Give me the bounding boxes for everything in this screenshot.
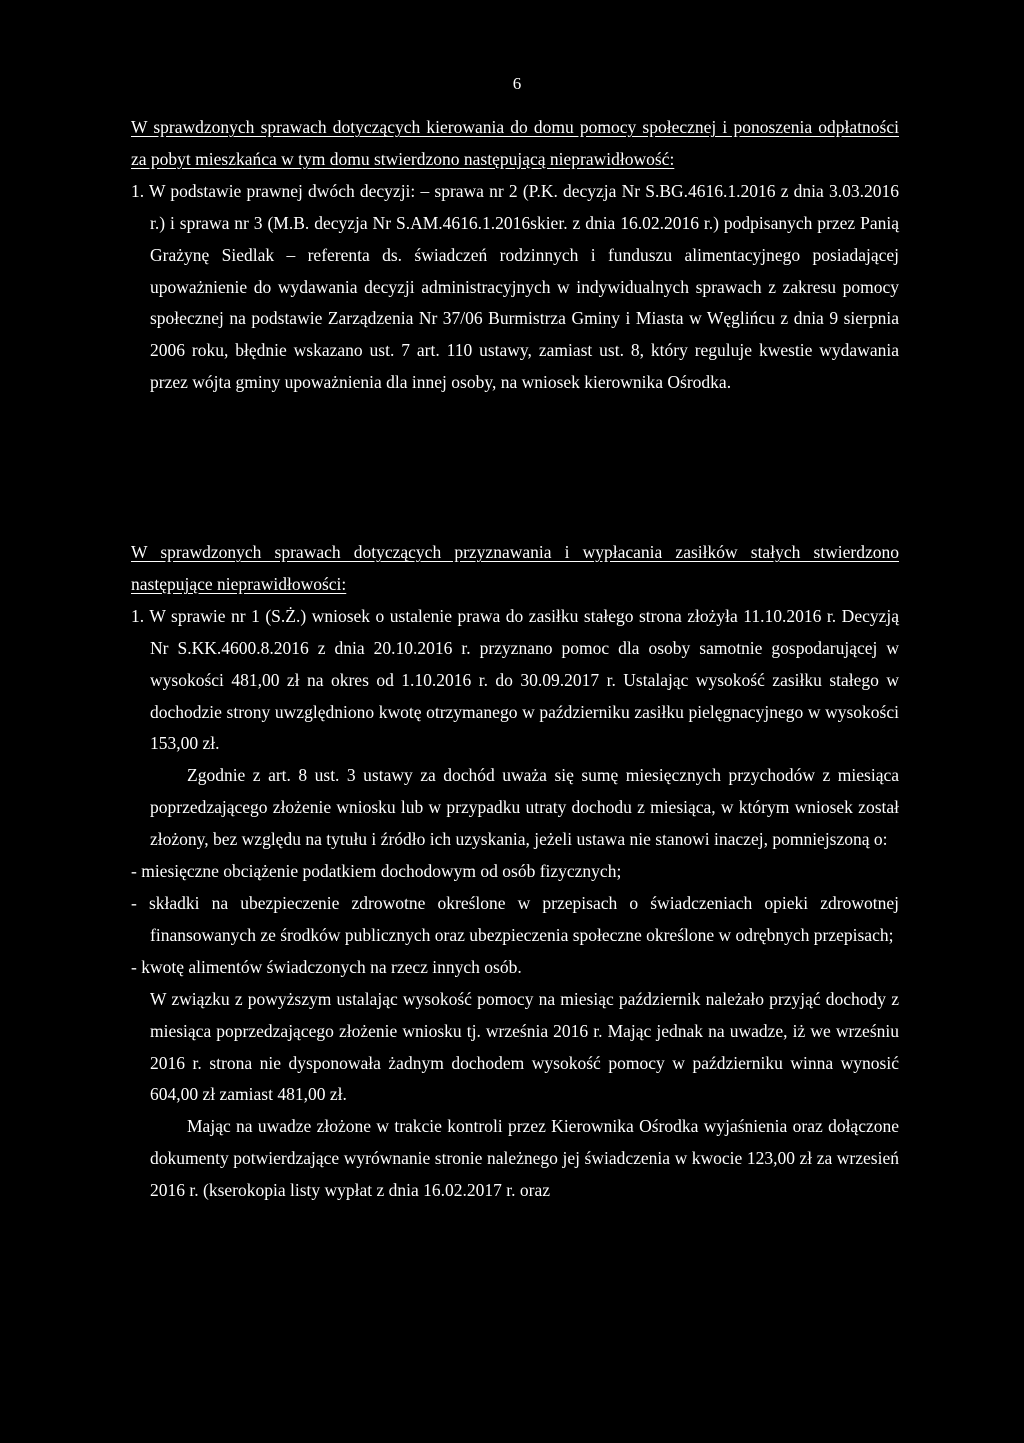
finding-item-1: 1. W podstawie prawnej dwóch decyzji: – sprawa nr 2 (P.K. decyzja Nr S.BG.4616.1.2016 z dnia 3.03.2016 r.) i sprawa nr 3 (M.B. decyzja Nr S.AM.4616.1.2016skier. z dnia 16.02.2016 r.) podpisanych przez Panią Grażynę Siedlak – referenta ds. świadczeń rodzinnych i funduszu alimentacyjnego posiadającej upoważnienie do wydawania decyzji administracyjnych w indywidualnych sprawach z zakresu pomocy społecznej na podstawie Zarządzenia Nr 37/06 Burmistrza Gminy i Miasta w Węglińcu z dnia 9 sierpnia 2006 roku, błędnie wskazano ust. 7 art. 110 ustawy, zamiast ust. 8, który reguluje kwestie wydawania przez wójta gminy upoważnienia dla innej osoby, na wniosek kierownika Ośrodka. bbox=[131, 180, 899, 393]
paragraph-wysokosc-pomocy: W związku z powyższym ustalając wysokość pomocy na miesiąc październik należało przyjąć dochody z miesiąca poprzedzającego złożenie wniosku tj. września 2016 r. Mając jednak na uwadze, iż we wrześniu 2016 r. strona nie dysponowała żadnym dochodem wysokość pomocy w październiku winna wynosić 604,00 zł zamiast 481,00 zł. bbox=[150, 988, 899, 1105]
section-dps-findings bbox=[131, 112, 899, 399]
paragraph-art8: Zgodnie z art. 8 ust. 3 ustawy za dochód uważa się sumę miesięcznych przychodów z miesiąca poprzedzającego złożenie wniosku lub w przypadku utraty dochodu z miesiąca, w którym wniosek został złożony, bez względu na tytułu i źródło ich uzyskania, jeżeli ustawa nie stanowi inaczej, pomniejszoną o: bbox=[150, 765, 899, 850]
section-zasilki-stale-findings bbox=[131, 537, 899, 1207]
section-heading-dps: W sprawdzonych sprawach dotyczących kierowania do domu pomocy społecznej i ponoszenia odpłatności za pobyt mieszkańca w tym domu stwierdzono następującą nieprawidłowość: bbox=[131, 117, 899, 169]
finding-item-zasilek-1: 1. W sprawie nr 1 (S.Ż.) wniosek o ustalenie prawa do zasiłku stałego strona złożyła 11.10.2016 r. Decyzją Nr S.KK.4600.8.2016 z dnia 20.10.2016 r. przyznano pomoc dla osoby samotnie gospodarującej w wysokości 481,00 zł na okres od 1.10.2016 r. do 30.09.2017 r. Ustalając wysokość zasiłku stałego w dochodzie strony uwzględniono kwotę otrzymanego w październiku zasiłku pielęgnacyjnego w wysokości 153,00 zł. bbox=[131, 605, 899, 754]
dash-item-alimenty: - kwotę alimentów świadczonych na rzecz innych osób. bbox=[131, 956, 522, 977]
paragraph-wyjasnienia: Mając na uwadze złożone w trakcie kontroli przez Kierownika Ośrodka wyjaśnienia oraz dołączone dokumenty potwierdzające wyrównanie stronie należnego jej świadczenia w kwocie 123,00 zł za wrzesień 2016 r. (kserokopia listy wypłat z dnia 16.02.2017 r. oraz bbox=[150, 1116, 899, 1201]
dash-item-skladki: - składki na ubezpieczenie zdrowotne określone w przepisach o świadczeniach opieki zdrowotnej finansowanych ze środków publicznych oraz ubezpieczenia społeczne określone w odrębnych przepisach; bbox=[131, 892, 899, 945]
section-heading-zasilki: W sprawdzonych sprawach dotyczących przyznawania i wypłacania zasiłków stałych stwierdzono następujące nieprawidłowości: bbox=[131, 542, 899, 594]
dash-item-podatek: - miesięczne obciążenie podatkiem dochodowym od osób fizycznych; bbox=[131, 861, 622, 882]
page-number: 6 bbox=[512, 74, 522, 93]
